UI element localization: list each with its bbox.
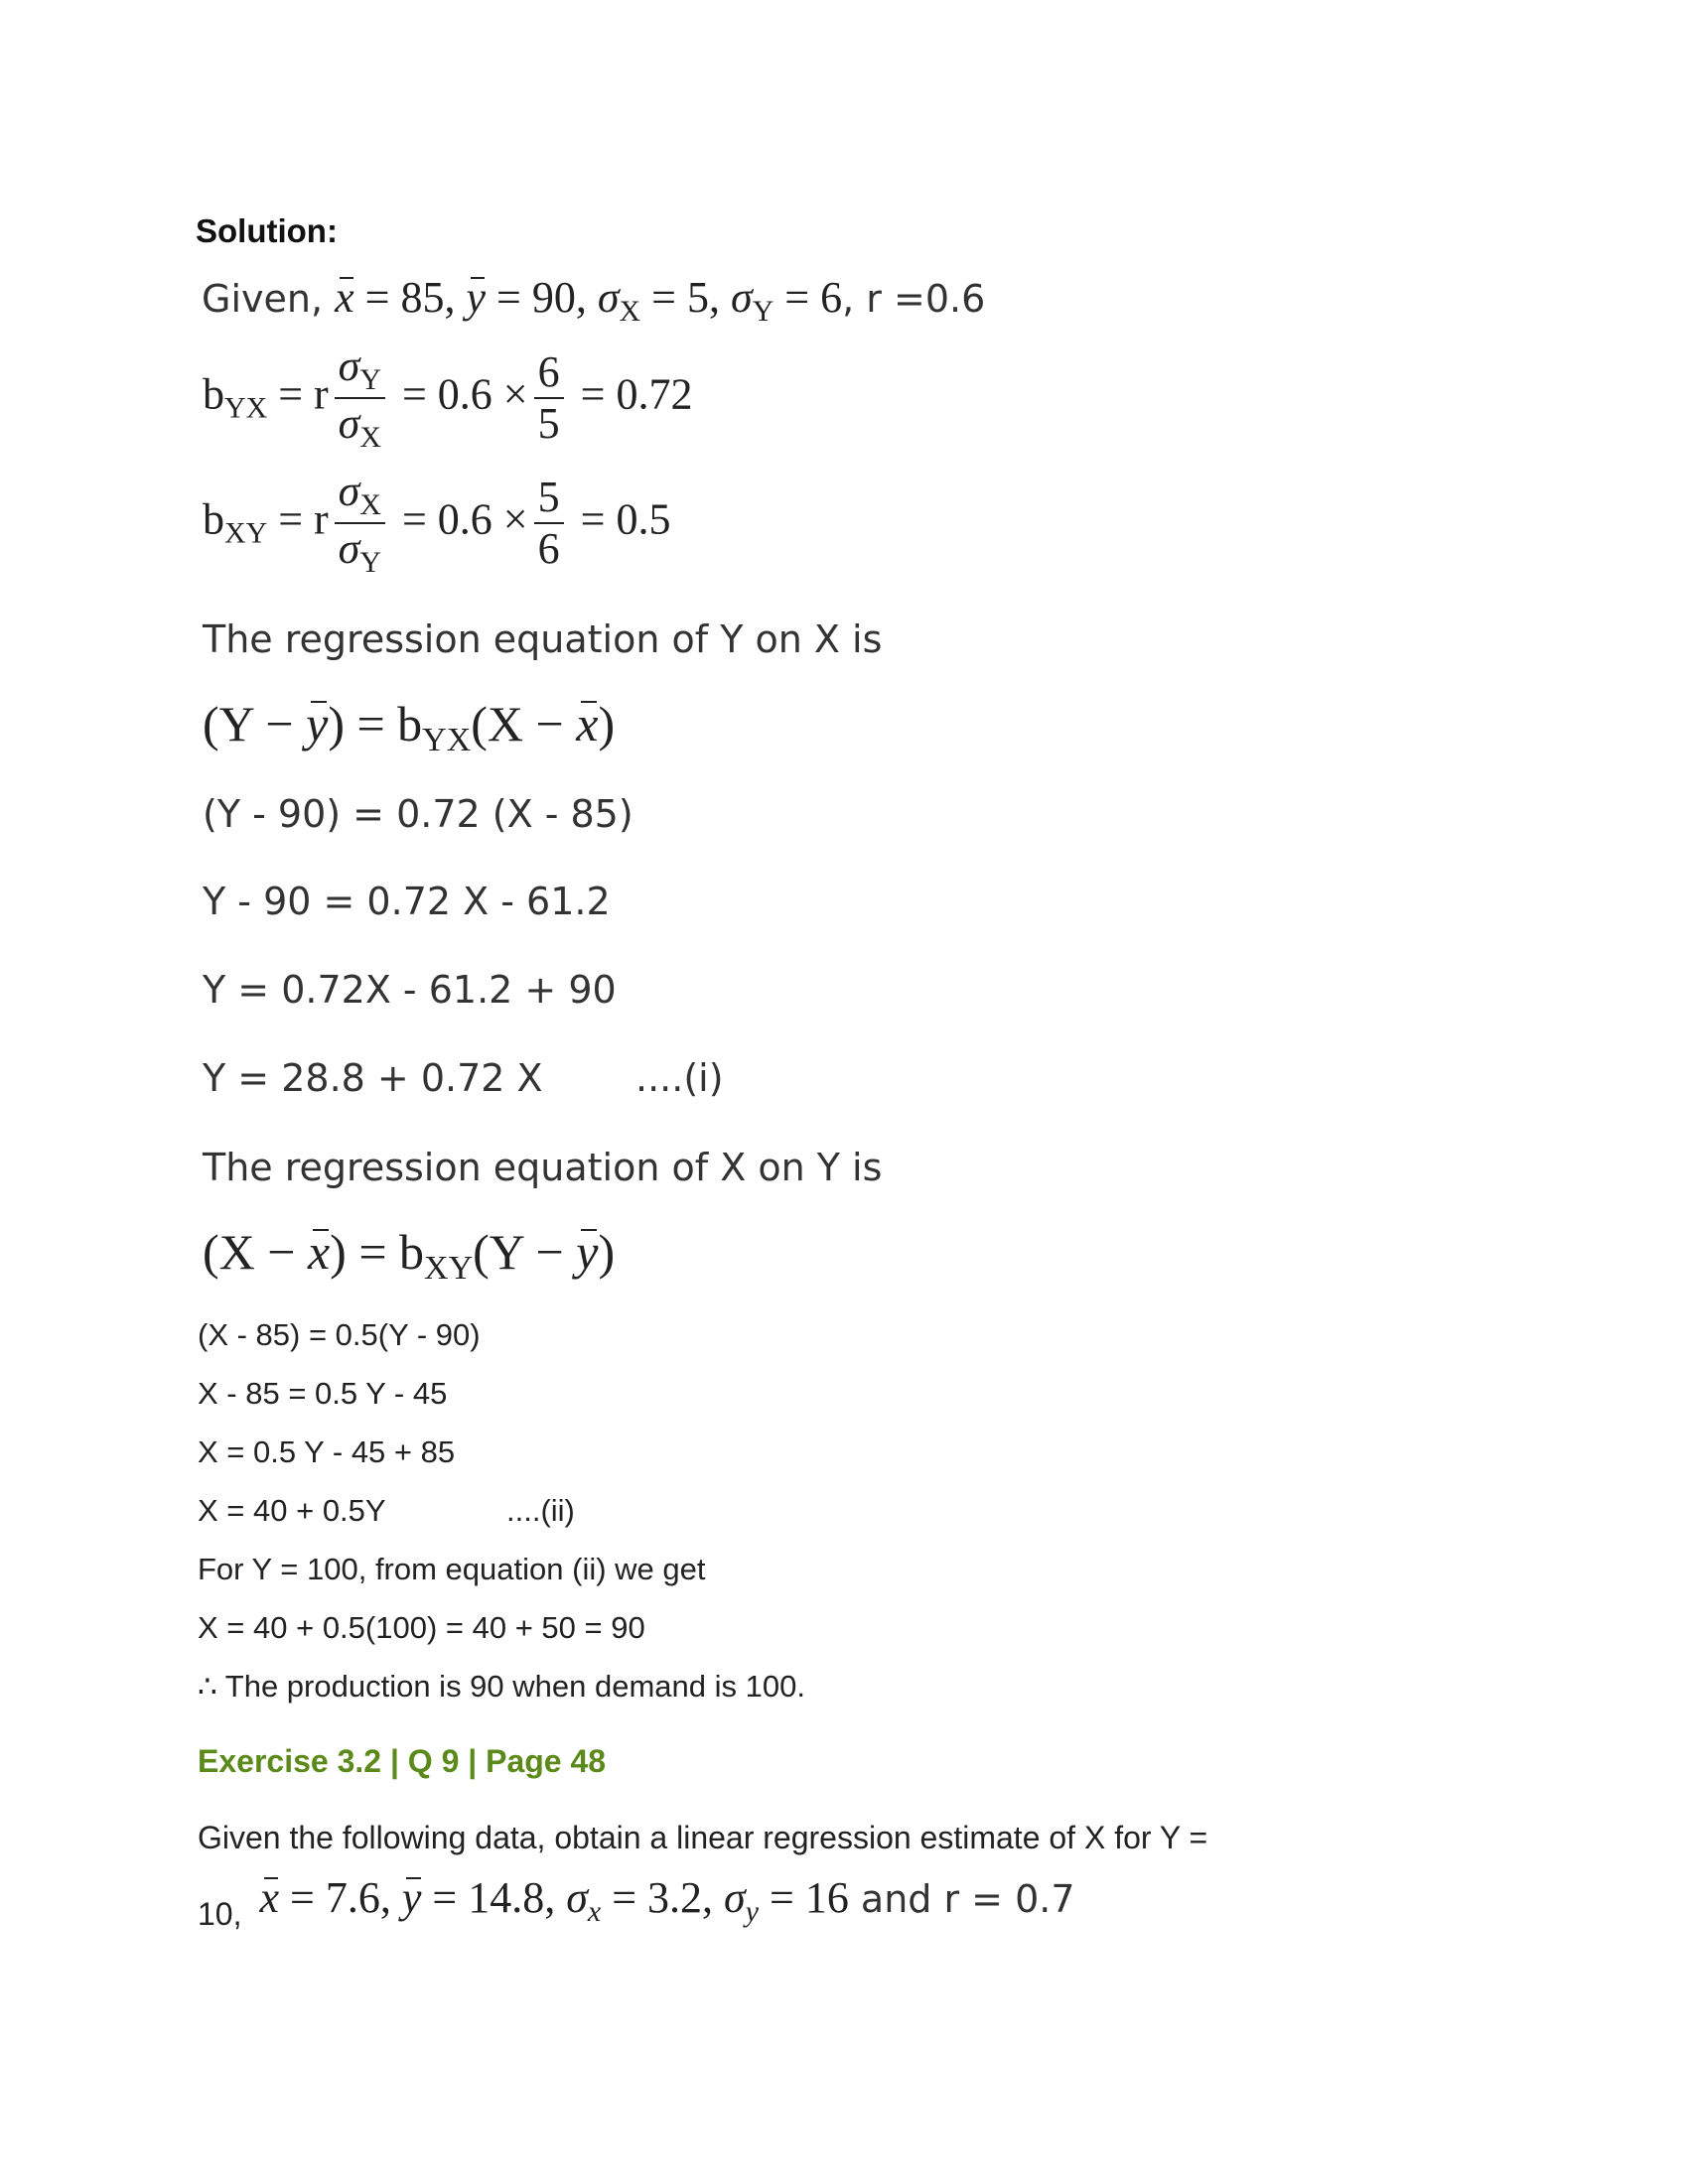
yonx-fb: ) = b xyxy=(328,696,423,751)
ex-ybar: y xyxy=(401,1873,422,1922)
sigma-y-sub: Y xyxy=(752,294,774,328)
ex-sx-val: = 3.2, xyxy=(612,1873,725,1922)
byx-eq-r: = r xyxy=(278,369,329,419)
yonx-step-4: Y = 28.8 + 0.72 X xyxy=(203,1056,543,1100)
xony-step-5: For Y = 100, from equation (ii) we get xyxy=(198,1552,706,1586)
bxy-den: σ xyxy=(338,524,360,574)
yonx-fc: (X − xyxy=(471,696,577,751)
sigma-y-value: = 6 xyxy=(784,273,843,322)
xony-fb: ) = b xyxy=(330,1224,425,1280)
byx-fraction-sigma xyxy=(335,341,385,456)
byx-fraction-num xyxy=(534,347,564,450)
ex-sy-val: = 16 xyxy=(770,1873,849,1922)
byx-den: σ xyxy=(338,399,360,449)
bxy-fraction-num xyxy=(534,473,564,575)
ex-sy-sub: y xyxy=(745,1894,759,1928)
bxy-mid: = 0.6 × xyxy=(401,494,528,544)
given-line xyxy=(202,272,985,329)
ex-sx-sub: x xyxy=(587,1894,602,1928)
yonx-fsub: YX xyxy=(422,722,472,759)
xony-fsub: XY xyxy=(424,1250,474,1288)
xony-fc: (Y − xyxy=(473,1224,577,1280)
bxy-num-sub: X xyxy=(359,487,381,521)
xbar-symbol: x xyxy=(335,273,354,322)
exercise-tail: and r = 0.7 xyxy=(848,1877,1075,1921)
bxy-eq-r: = r xyxy=(278,494,329,544)
byx-num-sub: Y xyxy=(359,362,381,396)
sigma-x-sub: X xyxy=(619,294,641,328)
yonx-fd: ) xyxy=(598,696,616,751)
ex-xbar: x xyxy=(259,1873,280,1922)
xony-ybar: y xyxy=(576,1224,599,1280)
given-r: , r =0.6 xyxy=(842,277,986,321)
sigma-x-value: = 5, xyxy=(651,273,731,322)
xony-step-4: X = 40 + 0.5Y xyxy=(198,1493,386,1528)
byx-sub: YX xyxy=(224,391,268,425)
yonx-xbar: x xyxy=(576,696,599,751)
bxy-f2-num: 5 xyxy=(534,473,564,525)
yonx-step-1: (Y - 90) = 0.72 (X - 85) xyxy=(203,792,633,836)
byx-f2-den: 5 xyxy=(537,399,560,449)
yonx-formula xyxy=(203,695,615,759)
xony-step-6: X = 40 + 0.5(100) = 40 + 50 = 90 xyxy=(198,1610,645,1645)
conclusion: ∴ The production is 90 when demand is 100. xyxy=(198,1669,805,1704)
bxy-num: σ xyxy=(338,467,360,515)
xony-tag: ....(ii) xyxy=(506,1493,575,1528)
bxy-sub: XY xyxy=(224,516,268,550)
xony-step-2: X - 85 = 0.5 Y - 45 xyxy=(198,1376,448,1411)
bxy-result: = 0.5 xyxy=(580,494,671,544)
yonx-tag: ....(i) xyxy=(635,1056,724,1100)
ybar-value: = 90, xyxy=(496,273,598,322)
ex-sy: σ xyxy=(724,1873,746,1922)
byx-b: b xyxy=(203,369,224,419)
yonx-step-3: Y = 0.72X - 61.2 + 90 xyxy=(203,968,617,1012)
xony-step-3: X = 0.5 Y - 45 + 85 xyxy=(198,1434,456,1469)
byx-f2-num: 6 xyxy=(534,347,564,400)
bxy-b: b xyxy=(203,494,224,544)
exercise-prefix: 10, xyxy=(198,1895,242,1932)
exercise-reference-link[interactable]: Exercise 3.2 | Q 9 | Page 48 xyxy=(198,1743,607,1779)
yonx-step-2: Y - 90 = 0.72 X - 61.2 xyxy=(203,880,611,923)
yonx-title: The regression equation of Y on X is xyxy=(203,617,883,661)
byx-mid: = 0.6 × xyxy=(401,369,528,419)
bxy-fraction-sigma xyxy=(335,467,385,581)
xony-step-1: (X - 85) = 0.5(Y - 90) xyxy=(198,1317,481,1352)
sigma-y-symbol: σ xyxy=(730,273,753,322)
exercise-question-line-1: Given the following data, obtain a linear regression estimate of X for Y = xyxy=(198,1820,1208,1855)
xony-fd: ) xyxy=(598,1224,616,1280)
exercise-math xyxy=(259,1873,849,1928)
ex-ybar-val: = 14.8, xyxy=(432,1873,567,1922)
sigma-x-symbol: σ xyxy=(597,273,620,322)
given-prefix: Given, xyxy=(202,277,336,321)
bxy-den-sub: Y xyxy=(359,546,381,580)
xony-formula xyxy=(203,1223,615,1288)
bxy-f2-den: 6 xyxy=(537,524,560,574)
byx-equation xyxy=(203,341,692,456)
solution-heading: Solution: xyxy=(196,212,338,249)
xony-xbar: x xyxy=(307,1224,331,1280)
xbar-value: = 85, xyxy=(364,273,467,322)
exercise-question-line-2 xyxy=(198,1872,1075,1933)
yonx-ybar: y xyxy=(306,696,329,751)
byx-num: σ xyxy=(338,341,360,390)
ex-sx: σ xyxy=(566,1873,588,1922)
xony-title: The regression equation of X on Y is xyxy=(203,1146,883,1189)
byx-result: = 0.72 xyxy=(580,369,693,419)
xony-fa: (X − xyxy=(203,1224,308,1280)
byx-den-sub: X xyxy=(359,421,381,455)
yonx-fa: (Y − xyxy=(203,696,307,751)
ex-xbar-val: = 7.6, xyxy=(290,1873,402,1922)
bxy-equation xyxy=(203,467,670,581)
given-math xyxy=(335,273,843,328)
ybar-symbol: y xyxy=(466,273,487,322)
